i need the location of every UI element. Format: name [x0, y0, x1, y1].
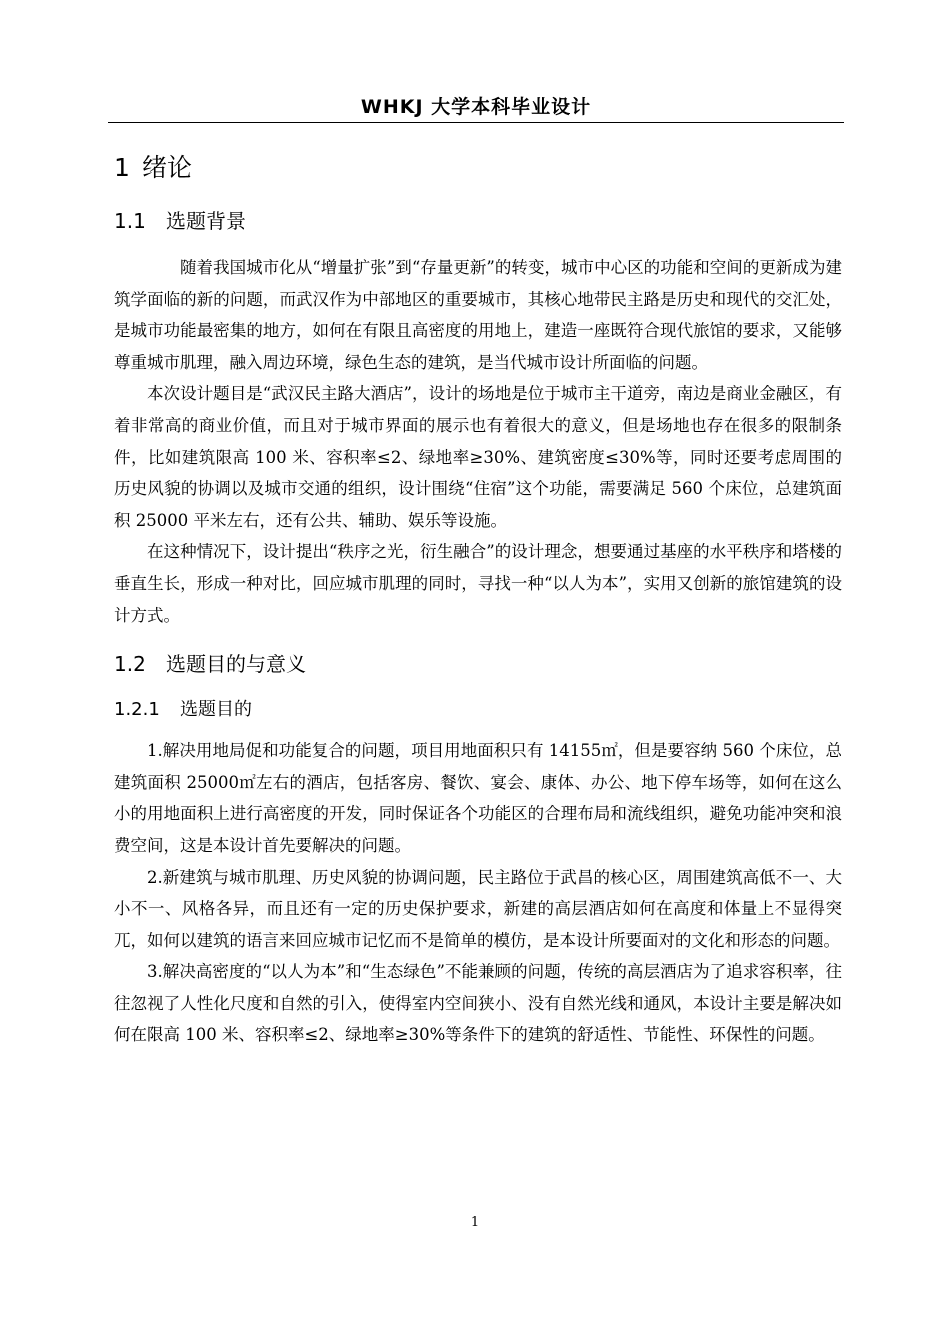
- subsection-heading-1-2-1: [114, 695, 842, 725]
- section-heading-1-1: [114, 204, 842, 238]
- subsection-number: 1.2.1: [114, 699, 160, 721]
- paragraph: 3.解决高密度的“以人为本”和“生态绿色”不能兼顾的问题，传统的高层酒店为了追求容积率，往往忽视了人性化尺度和自然的引入，使得室内空间狭小、没有自然光线和通风，本设计主要是解决如何在限高 100 米、容积率≤2、绿地率≥30%等条件下的建筑的舒适性、节能性、环保性的问题。: [114, 962, 842, 1045]
- section-number: 1.1: [114, 209, 146, 233]
- paragraph: 本次设计题目是“武汉民主路大酒店”，设计的场地是位于城市主干道旁，南边是商业金融区，有着非常高的商业价值，而且对于城市界面的展示也有着很大的意义，但是场地也存在很多的限制条件，比如建筑限高 100 米、容积率≤2、绿地率≥30%、建筑密度≤30%等，同时还要考虑周围的历史风貌的协调以及城市交通的组织，设计围绕“住宿”这个功能，需要满足 560 个床位，总建筑面积 25000 平米左右，还有公共、辅助、娱乐等设施。: [114, 384, 842, 530]
- section-heading-1-2: [114, 647, 842, 681]
- page-number: 1: [470, 1215, 480, 1230]
- paragraph: 1.解决用地局促和功能复合的问题，项目用地面积只有 14155㎡，但是要容纳 560 个床位，总建筑面积 25000㎡左右的酒店，包括客房、餐饮、宴会、康体、办公、地下停车场等，如何在这么小的用地面积上进行高密度的开发，同时保证各个功能区的合理布局和流线组织，避免功能冲突和浪费空间，这是本设计首先要解决的问题。: [114, 741, 842, 855]
- chapter-title: 绪论: [142, 153, 193, 182]
- paragraph: 2.新建筑与城市肌理、历史风貌的协调问题，民主路位于武昌的核心区，周围建筑高低不一、大小不一、风格各异，而且还有一定的历史保护要求，新建的高层酒店如何在高度和体量上不显得突兀，如何以建筑的语言来回应城市记忆而不是简单的模仿，是本设计所要面对的文化和形态的问题。: [114, 867, 842, 950]
- header-title: WHKJ 大学本科毕业设计: [360, 96, 592, 118]
- section-title: 选题背景: [166, 209, 246, 233]
- paragraph: 在这种情况下，设计提出“秩序之光，衍生融合”的设计理念，想要通过基座的水平秩序和塔楼的垂直生长，形成一种对比，回应城市肌理的同时，寻找一种“以人为本”，实用又创新的旅馆建筑的设计方式。: [114, 542, 842, 625]
- page-header: [108, 92, 844, 123]
- document-body: [114, 140, 842, 1051]
- subsection-title: 选题目的: [180, 699, 252, 721]
- paragraph: 随着我国城市化从“增量扩张”到“存量更新”的转变，城市中心区的功能和空间的更新成为建筑学面临的新的问题，而武汉作为中部地区的重要城市，其核心地带民主路是历史和现代的交汇处，是城市功能最密集的地方，如何在有限且高密度的用地上，建造一座既符合现代旅馆的要求，又能够尊重城市肌理，融入周边环境，绿色生态的建筑，是当代城市设计所面临的问题。: [114, 258, 842, 372]
- chapter-number: 1: [114, 153, 130, 182]
- section-title: 选题目的与意义: [166, 652, 306, 677]
- section-number: 1.2: [114, 652, 146, 677]
- chapter-heading: [114, 148, 842, 188]
